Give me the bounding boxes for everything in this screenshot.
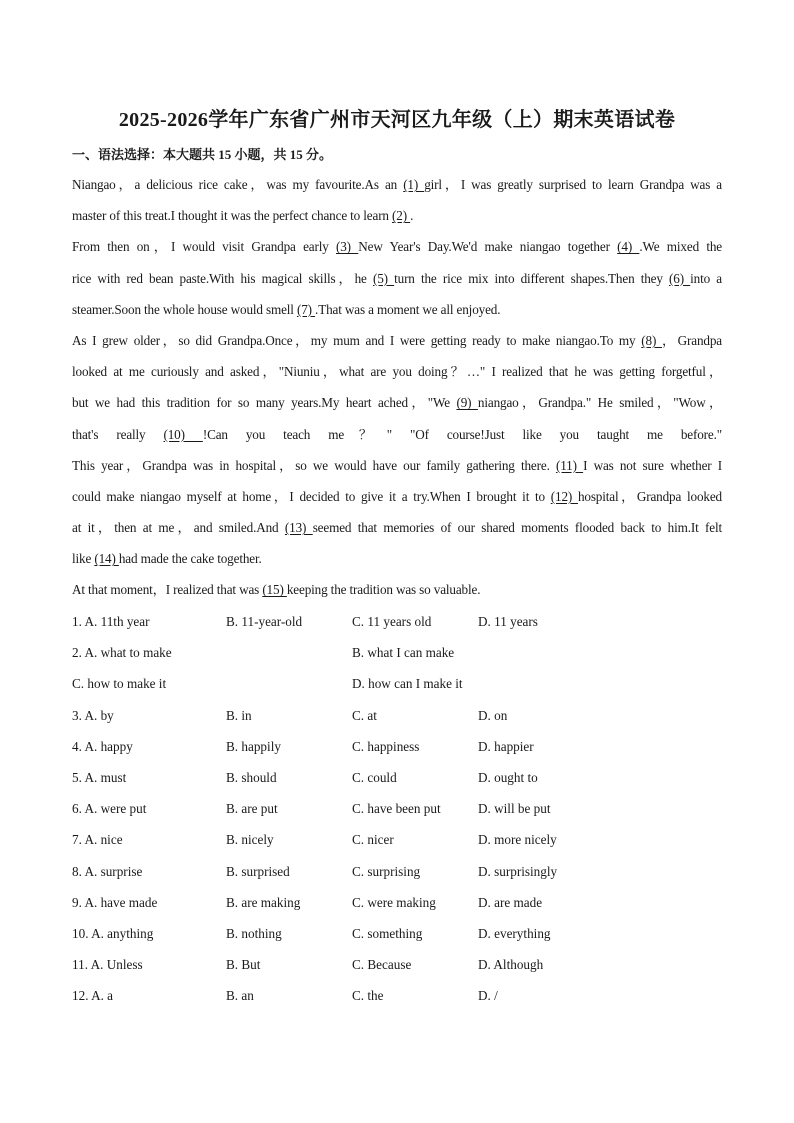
question-number: 1. (72, 614, 85, 629)
option-b[interactable] (226, 827, 274, 852)
passage-line (72, 390, 722, 421)
passage-text: . (410, 208, 414, 224)
option-d[interactable] (478, 983, 498, 1008)
option-text: D. / (478, 988, 498, 1004)
option-c[interactable] (352, 734, 419, 759)
option-text: C. 11 years old (352, 614, 432, 629)
option-a[interactable] (72, 890, 157, 915)
option-d[interactable] (478, 859, 557, 884)
question-row (72, 703, 722, 734)
blank-number: (2) (392, 208, 411, 224)
option-b[interactable] (352, 640, 454, 665)
option-text: C. at (352, 707, 377, 723)
option-d[interactable] (478, 796, 551, 821)
question-number: 5. (72, 769, 85, 785)
option-text: B. nothing (226, 925, 282, 941)
cloze-passage (72, 172, 722, 609)
passage-text: could make niangao myself at home，I decided to give it a try.When I brought it to (72, 488, 551, 504)
passage-text: At that moment，I realized that was (72, 582, 263, 598)
blank-number: (12) (550, 488, 578, 504)
page-title: 2025-2026学年广东省广州市天河区九年级（上）期末英语试卷 (118, 109, 676, 131)
section-heading: 一、语法选择：本大题共 15 小题，共 15 分。 (72, 147, 333, 162)
blank-number: (3) (336, 239, 359, 255)
question-number: 8. (72, 863, 85, 879)
passage-text: This year，Grandpa was in hospital，so we would have our family gathering there. (72, 457, 556, 473)
blank-number: (9) (456, 395, 478, 411)
option-text: A. must (84, 769, 127, 785)
passage-line (72, 203, 722, 234)
passage-text: like (72, 551, 95, 567)
option-text: C. Because (352, 957, 412, 973)
passage-text: girl，I was greatly surprised to learn Grandpa was a (424, 177, 722, 192)
option-b[interactable] (226, 734, 281, 759)
option-a[interactable] (72, 703, 114, 728)
passage-text: .That was a moment we all enjoyed. (315, 301, 501, 317)
option-c[interactable] (352, 765, 397, 790)
passage-text: hospital，Grandpa looked (577, 488, 722, 504)
option-text: C. how to make it (72, 676, 167, 692)
option-text: B. are put (226, 801, 278, 817)
question-number: 10. (72, 925, 92, 941)
blank-number: (10) (163, 426, 203, 442)
question-row (72, 859, 722, 890)
option-c[interactable] (352, 703, 377, 728)
option-text: C. have been put (352, 801, 441, 817)
question-row (72, 921, 722, 952)
blank-number: (6) (669, 270, 691, 286)
option-c[interactable] (352, 952, 411, 977)
passage-text: As I grew older，so did Grandpa.Once，my mum and I were getting ready to make niangao.To my (72, 332, 642, 348)
passage-text: that's really (72, 426, 164, 442)
option-text: A. by (84, 707, 114, 723)
passage-line (72, 515, 722, 546)
option-c[interactable] (352, 609, 431, 634)
passage-line (72, 172, 722, 203)
question-number: 4. (72, 738, 85, 754)
question-options (72, 609, 722, 1014)
option-d[interactable] (478, 734, 534, 759)
option-text: A. nice (84, 832, 123, 848)
passage-text: keeping the tradition was so valuable. (286, 582, 481, 598)
option-b[interactable] (226, 703, 252, 728)
option-text: A. 11th year (84, 614, 150, 629)
option-b[interactable] (226, 765, 277, 790)
option-text: C. happiness (352, 738, 420, 754)
question-number: 3. (72, 707, 85, 723)
question-row (72, 952, 722, 983)
option-text: A. were put (84, 801, 147, 817)
option-text: B. are making (226, 894, 301, 910)
option-c[interactable] (352, 921, 422, 946)
option-text: D. everything (478, 925, 551, 941)
option-text: B. 11-year-old (226, 614, 303, 629)
option-c[interactable] (352, 796, 441, 821)
passage-text: seemed that memories of our shared moments flooded back to him.It felt (312, 520, 722, 536)
option-text: A. Unless (90, 957, 143, 973)
option-c[interactable] (352, 827, 394, 852)
question-row (72, 765, 722, 796)
option-text: B. what I can make (352, 645, 455, 661)
passage-text: had made the cake together. (118, 551, 262, 567)
question-number: 6. (72, 801, 85, 817)
passage-line (72, 359, 722, 390)
option-b[interactable] (226, 921, 282, 946)
option-a[interactable] (72, 983, 113, 1008)
passage-line (72, 577, 722, 608)
option-text: A. what to make (84, 645, 172, 661)
passage-line (72, 266, 722, 297)
passage-line (72, 422, 722, 453)
blank-number: (5) (372, 270, 395, 286)
option-text: C. something (352, 925, 423, 941)
option-a[interactable] (72, 640, 172, 665)
option-text: B. an (226, 988, 254, 1004)
option-text: D. Although (478, 957, 544, 973)
question-number: 12. (72, 988, 92, 1004)
option-text: B. in (226, 707, 252, 723)
question-row (72, 827, 722, 858)
question-row (72, 890, 722, 921)
option-b[interactable] (226, 859, 290, 884)
option-text: D. surprisingly (478, 863, 558, 879)
option-text: D. on (478, 707, 508, 723)
option-text: B. But (226, 957, 261, 973)
option-d[interactable] (478, 921, 551, 946)
option-b[interactable] (226, 796, 278, 821)
blank-number: (14) (94, 551, 119, 567)
option-text: D. more nicely (478, 832, 557, 848)
passage-text: Niangao，a delicious rice cake，was my favourite.As an (72, 177, 404, 192)
passage-text: New Year's Day.We'd make niangao together (358, 239, 618, 255)
question-row (72, 734, 722, 765)
option-text: C. the (352, 988, 384, 1004)
passage-text: steamer.Soon the whole house would smell (72, 301, 297, 317)
option-d[interactable] (478, 703, 507, 728)
option-text: D. will be put (478, 801, 551, 817)
option-b[interactable] (226, 609, 302, 634)
question-row (72, 796, 722, 827)
passage-text: but we had this tradition for so many years.My heart ached，"We (72, 395, 457, 411)
passage-text: !Can you teach me？" "Of course!Just like you taught me before." (202, 426, 722, 442)
option-b[interactable] (226, 952, 260, 977)
option-text: B. should (226, 769, 277, 785)
option-text: A. happy (84, 738, 133, 754)
option-a[interactable] (72, 952, 143, 977)
option-d[interactable] (478, 952, 543, 977)
blank-number: (11) (555, 457, 584, 473)
option-text: D. how can I make it (352, 676, 463, 692)
question-row (72, 983, 722, 1014)
blank-number: (4) (617, 239, 640, 255)
option-text: A. a (91, 988, 114, 1004)
option-a[interactable] (72, 765, 126, 790)
passage-line (72, 297, 722, 328)
option-text: D. are made (478, 894, 543, 910)
passage-text: at it，then at me，and smiled.And (72, 520, 285, 536)
option-text: A. surprise (84, 863, 143, 879)
blank-number: (15) (262, 582, 287, 598)
question-number: 9. (72, 894, 85, 910)
passage-line (72, 234, 722, 265)
question-number: 2. (72, 645, 85, 661)
option-b[interactable] (226, 890, 300, 915)
passage-text: master of this treat.I thought it was the perfect chance to learn (72, 208, 393, 224)
passage-text: .We mixed the (639, 239, 722, 255)
option-c[interactable] (72, 671, 166, 696)
option-text: A. anything (91, 925, 154, 941)
option-a[interactable] (72, 921, 153, 946)
option-text: C. were making (352, 894, 436, 910)
passage-text: into a (690, 270, 722, 286)
option-d[interactable] (478, 609, 538, 634)
question-row (72, 609, 722, 640)
question-row (72, 671, 722, 702)
option-a[interactable] (72, 796, 146, 821)
passage-text: From then on，I would visit Grandpa early (72, 239, 336, 255)
blank-number: (1) (403, 177, 425, 192)
question-number: 11. (72, 957, 91, 973)
option-c[interactable] (352, 983, 384, 1008)
option-b[interactable] (226, 983, 254, 1008)
option-d[interactable] (478, 890, 542, 915)
option-a[interactable] (72, 859, 142, 884)
passage-text: I was not sure whether I (583, 457, 722, 473)
option-text: B. happily (226, 738, 281, 754)
option-text: B. nicely (226, 832, 274, 848)
question-number: 7. (72, 832, 85, 848)
passage-text: looked at me curiously and asked，"Niuniu，what are you doing？…" I realized that he was getting forgetful， (72, 364, 722, 380)
passage-text: niangao，Grandpa." He smiled，"Wow， (477, 395, 722, 411)
option-text: B. surprised (226, 863, 290, 879)
option-text: D. ought to (478, 769, 538, 785)
option-text: C. could (352, 769, 397, 785)
option-a[interactable] (72, 734, 133, 759)
option-text: C. nicer (352, 832, 394, 848)
blank-number: (8) (641, 332, 662, 348)
passage-line (72, 546, 722, 577)
option-a[interactable] (72, 609, 150, 634)
passage-line (72, 453, 722, 484)
option-text: D. 11 years (478, 614, 538, 629)
passage-text: rice with red bean paste.With his magical skills，he (72, 270, 373, 286)
option-text: C. surprising (352, 863, 421, 879)
passage-line (72, 484, 722, 515)
option-c[interactable] (352, 859, 420, 884)
option-d[interactable] (352, 671, 463, 696)
option-text: D. happier (478, 738, 534, 754)
option-d[interactable] (478, 827, 557, 852)
passage-line (72, 328, 722, 359)
option-a[interactable] (72, 827, 123, 852)
question-row (72, 640, 722, 671)
passage-text: turn the rice mix into different shapes.Then they (394, 270, 670, 286)
passage-text: ，Grandpa (661, 332, 723, 348)
option-d[interactable] (478, 765, 538, 790)
option-c[interactable] (352, 890, 436, 915)
option-text: A. have made (84, 894, 158, 910)
blank-number: (7) (296, 301, 316, 317)
blank-number: (13) (284, 520, 313, 536)
